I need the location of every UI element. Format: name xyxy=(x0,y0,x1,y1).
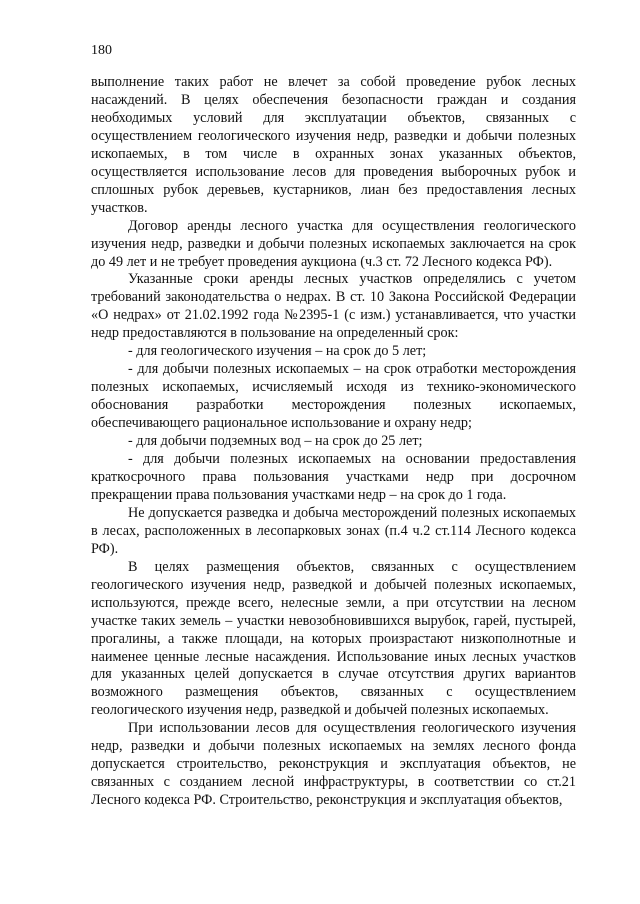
paragraph-4: Не допускается разведка и добыча месторождений полезных ископаемых в лесах, расположенных в лесопарковых зонах (п.4 ч.2 ст.114 Лесного кодекса РФ). xyxy=(91,504,576,557)
paragraph-5: В целях размещения объектов, связанных с осуществлением геологического изучения недр, разведкой и добычей полезных ископаемых, используются, прежде всего, нелесные земли, а при отсутствии на лесном участке таких земель – участки невозобновившихся вырубок, гарей, пустырей, прогалины, а также площади, на которых произрастают низкополнотные и наименее ценные лесные насаждения. Использование иных лесных участков для указанных целей допускается в случае отсутствия других вариантов возможного размещения объектов, связанных с осуществлением геологического изучения недр, разведкой и добычей полезных ископаемых. xyxy=(91,558,576,719)
list-item-short-term-right: - для добычи полезных ископаемых на основании предоставления краткосрочного права пользования участками недр при досрочном прекращении права пользования участками недр – на срок до 1 года. xyxy=(91,451,576,503)
list-item-groundwater: - для добычи подземных вод – на срок до 25 лет; xyxy=(128,433,423,450)
page-number: 180 xyxy=(91,43,112,58)
paragraph-1: выполнение таких работ не влечет за собой проведение рубок лесных насаждений. В целях обеспечения безопасности граждан и создания необходимых условий для эксплуатации объектов, связанных с осуществлением геологического изучения недр, разведки и добычи полезных ископаемых, в том числе в охранных зонах указанных объектов, осуществляется использование лесов для проведения выборочных рубок и сплошных рубок деревьев, кустарников, лиан без предоставления лесных участков. xyxy=(91,74,576,216)
paragraph-6: При использовании лесов для осуществления геологического изучения недр, разведки и добычи полезных ископаемых на землях лесного фонда допускается строительство, реконструкция и эксплуатация объектов, не связанных с созданием лесной инфраструктуры, в соответствии со ст.21 Лесного кодекса РФ. Строительство, реконструкция и эксплуатация объектов, xyxy=(91,720,576,809)
list-item-mineral-extraction: - для добычи полезных ископаемых – на срок отработки месторождения полезных ископаемых, исчисляемый исходя из технико-экономического обоснования разработки месторождения полезных ископаемых, обеспечивающего рациональное использование и охрану недр; xyxy=(91,361,576,432)
paragraph-2: Договор аренды лесного участка для осуществления геологического изучения недр, разведки и добычи полезных ископаемых заключается на срок до 49 лет и не требует проведения аукциона (ч.3 ст. 72 Лесного кодекса РФ). xyxy=(91,217,576,270)
body-text xyxy=(91,74,576,810)
paragraph-3: Указанные сроки аренды лесных участков определялись с учетом требований законодательства о недрах. В ст. 10 Закона Российской Федерации «О недрах» от 21.02.1992 года №2395-1 (с изм.) устанавливается, что участки недр предоставляются в пользование на определенный срок: xyxy=(91,271,576,342)
list-item-geological-study: - для геологического изучения – на срок до 5 лет; xyxy=(128,343,427,360)
